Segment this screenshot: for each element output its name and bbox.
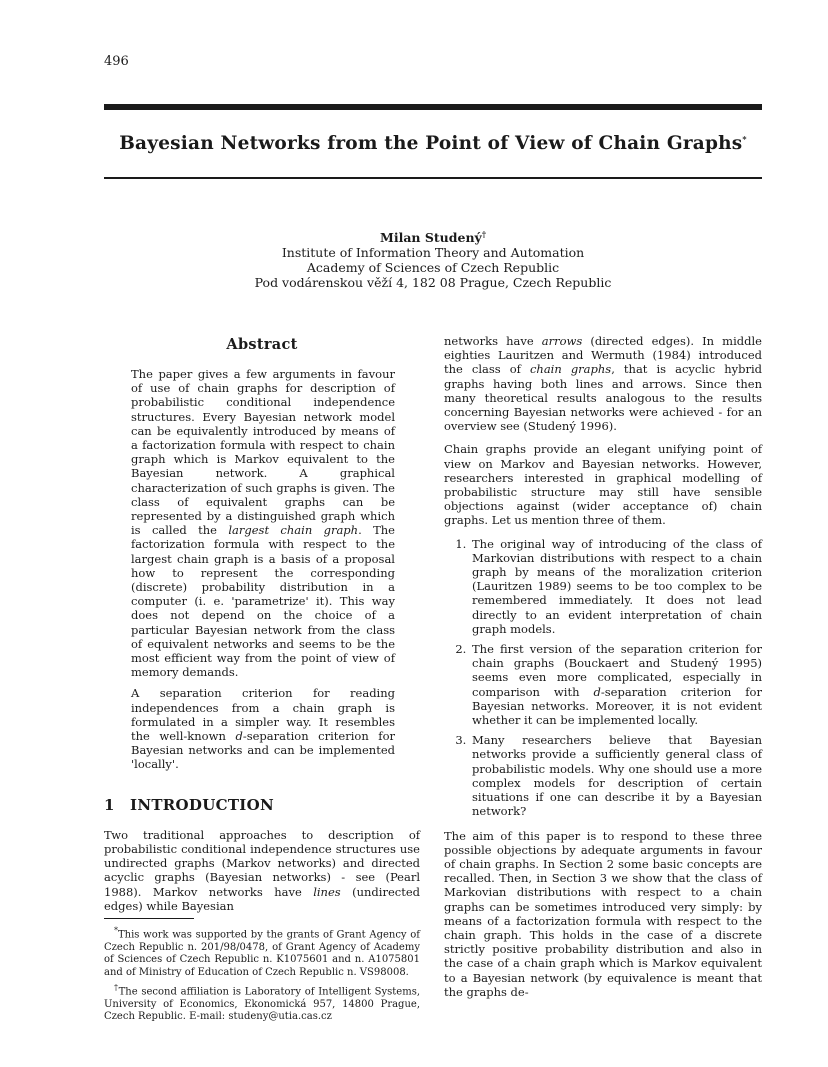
body-paragraph (444, 334, 762, 433)
abstract-paragraph (131, 367, 395, 679)
page-number: 496 (104, 54, 129, 69)
text-span: (undirected edges) while Bayesian (104, 884, 420, 913)
affiliation-line: Academy of Sciences of Czech Republic (306, 260, 560, 276)
list-item (470, 642, 762, 727)
text-span: (directed edges). In middle eighties Lauritzen and Wermuth (1984) introduced the class of (444, 334, 762, 377)
text-span: Two traditional approaches to description of probabilistic conditional independence structures use undirected graphs (Markov networks) and directed acyclic graphs (Bayesian networks) - see (Pearl 1988). Markov networks have (104, 827, 420, 899)
section-heading (104, 796, 420, 814)
emphasis: chain graphs (529, 362, 612, 377)
text-span: , that is acyclic hybrid graphs having both lines and arrows. Since then many theoretical results analogous to the results concerning Bayesian networks were achieved - for an overview see (Studený 1996). (444, 362, 762, 434)
abstract-heading: Abstract (226, 336, 298, 353)
text-span: The paper gives a few arguments in favour of use of chain graphs for description of probabilistic conditional independence structures. Every Bayesian network model can be equivalently introduced by means of a factorization formula with respect to chain graph which is Markov equivalent to the Bayesian network. A graphical characterization of such graphs is given. The class of equivalent graphs can be represented by a distinguished graph which is called the (131, 367, 395, 538)
affiliation-line: Pod vodárenskou věží 4, 182 08 Prague, Czech Republic (254, 275, 612, 291)
text-span: -separation criterion for Bayesian networks. Moreover, it is not evident whether it can be implemented locally. (472, 684, 762, 728)
text-span: networks have (444, 334, 542, 348)
footnote-mark: * (114, 925, 118, 935)
abstract-paragraph (131, 686, 395, 771)
footnote-mark: † (114, 982, 119, 992)
emphasis: lines (313, 884, 341, 899)
title-rule (104, 177, 762, 179)
text-span: The first version of the separation criterion for chain graphs (Bouckaert and Studený 1995) seems even more complicated, especially in comparison with (472, 642, 762, 699)
paper-title (104, 133, 762, 154)
objections-list (444, 537, 762, 819)
author-block (104, 227, 762, 290)
list-item: 3. Many researchers believe that Bayesian networks provide a sufficiently general class of probabilistic models. Why one should use a more complex models for description of certain situations if one can describe it by a Bayesian network? (470, 733, 762, 818)
author-name (104, 227, 762, 245)
paper-title-text: Bayesian Networks from the Point of View of Chain Graphs (119, 133, 743, 154)
section-title: INTRODUCTION (130, 795, 275, 814)
text-span: . The factorization formula with respect to the largest chain graph is a basis of a proposal how to represent the corresponding (discrete) probability distribution in a computer (i. e. 'parametrize' it). This way does not depend on the choice of a particular Bayesian network from the class of equivalent networks and seems to be the most efficient way from the point of view of memory demands. (131, 523, 395, 680)
emphasis: d (235, 729, 243, 744)
abstract (104, 336, 420, 772)
text-span: -separation criterion for Bayesian networks and can be implemented 'locally'. (131, 729, 395, 772)
body-paragraph (104, 828, 420, 913)
footnote (104, 982, 420, 1024)
footnote-text: This work was supported by the grants of Grant Agency of Czech Republic n. 201/98/0478, of Grant Agency of Academy of Sciences of Czech Republic n. K1075601 and n. A1075801 and of Ministry of Education of Czech Republic n. VS98008. (104, 929, 420, 979)
footnote-text: The second affiliation is Laboratory of Intelligent Systems, University of Economics, Ekonomická 957, 14800 Prague, Czech Republic. E-mail: studeny@utia.cas.cz (104, 985, 420, 1023)
body-paragraph: The aim of this paper is to respond to these three possible objections by adequate arguments in favour of chain graphs. In Section 2 some basic concepts are recalled. Then, in Section 3 we show that the class of Markovian distributions with respect to a chain graphs can be sometimes introduced very simply: by means of a factorization formula with respect to the chain graph. This holds in the case of a discrete strictly positive probability distribution and also in the case of a chain graph which is Markov equivalent to a Bayesian network (by equivalence is meant that the graphs de- (444, 828, 762, 999)
emphasis: d (593, 684, 601, 699)
footnote-rule (104, 918, 194, 919)
author-name-text: Milan Studený (380, 230, 482, 246)
header-rule (104, 104, 762, 110)
text-span: A separation criterion for reading independences from a chain graph is formulated in a simpler way. It resembles the well-known (131, 686, 395, 744)
affiliation-line: Institute of Information Theory and Automation (281, 245, 585, 261)
body-paragraph: Chain graphs provide an elegant unifying point of view on Markov and Bayesian networks. However, researchers interested in graphical modelling of probabilistic structure may still have sensible objections against (wider acceptance of) chain graphs. Let us mention three of them. (444, 442, 762, 528)
emphasis: largest chain graph (228, 523, 359, 538)
left-column (104, 334, 420, 1026)
title-footnote-mark: * (742, 133, 747, 144)
emphasis: arrows (541, 334, 583, 348)
right-column (444, 334, 762, 1008)
author-footnote-mark: † (481, 229, 486, 239)
footnote (104, 925, 420, 980)
section-number: 1 (104, 795, 115, 814)
list-item: 1. The original way of introducing of the class of Markovian distributions with respect to a chain graph by means of the moralization criterion (Lauritzen 1989) seems to be too complex to be remembered immediately. It does not lead directly to an evident interpretation of chain graph models. (470, 537, 762, 636)
